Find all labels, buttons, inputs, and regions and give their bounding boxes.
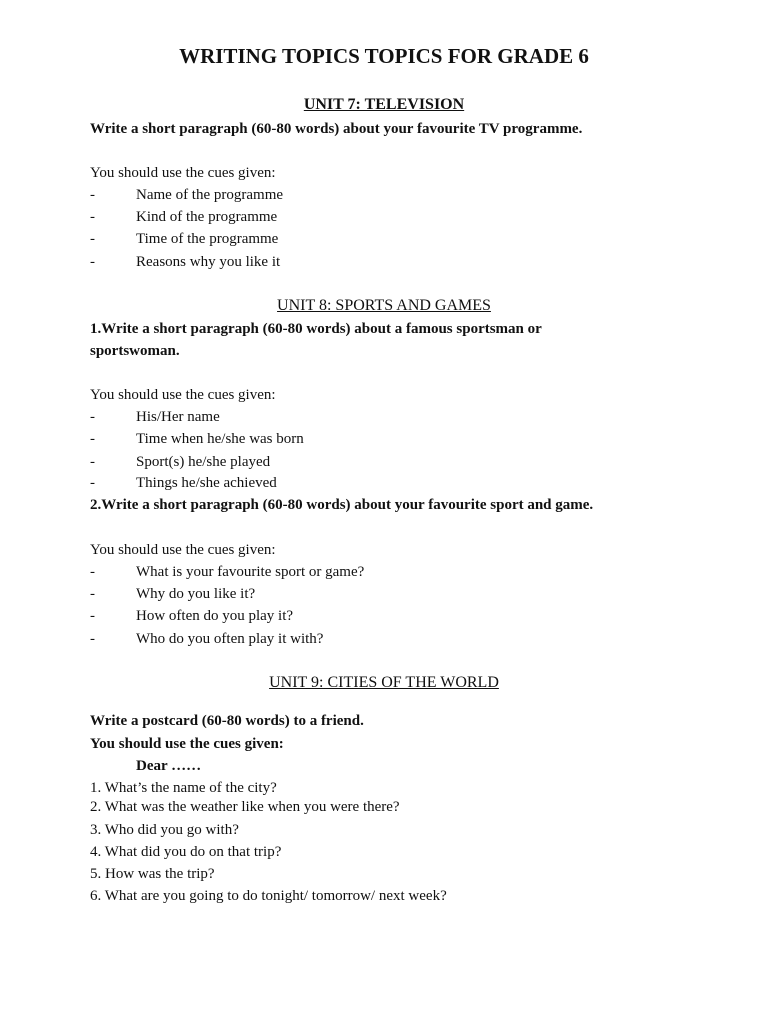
unit-8-cue: What is your favourite sport or game? [136, 564, 365, 580]
unit-7-cue: Time of the programme [136, 231, 279, 247]
unit-9-question: 6. What are you going to do tonight/ tomorrow/ next week? [90, 888, 447, 904]
unit-7-cue: Reasons why you like it [136, 254, 281, 270]
unit-9-question: 5. How was the trip? [90, 866, 215, 882]
unit-9-question: 4. What did you do on that trip? [90, 844, 282, 860]
unit-8-cue: Things he/she achieved [136, 475, 277, 491]
unit-7-cues-intro: You should use the cues given: [90, 165, 276, 181]
unit-8-cue: Who do you often play it with? [136, 631, 324, 647]
unit-7-cue: Name of the programme [136, 187, 284, 203]
unit-8-task-2: 2.Write a short paragraph (60-80 words) about your favourite sport and game. [90, 497, 594, 513]
cue-bullet: - [90, 631, 95, 647]
unit-7-heading: UNIT 7: TELEVISION [303, 96, 465, 113]
unit-9-question: 1. What’s the name of the city? [90, 780, 277, 796]
unit-7-task: Write a short paragraph (60-80 words) about your favourite TV programme. [90, 121, 583, 137]
cue-bullet: - [90, 431, 95, 447]
postcard-greeting: Dear …… [136, 758, 202, 774]
unit-9-question: 3. Who did you go with? [90, 822, 239, 838]
unit-9-task: Write a postcard (60-80 words) to a friend. [90, 713, 364, 729]
cue-bullet: - [90, 586, 95, 602]
unit-8-cue: Why do you like it? [136, 586, 256, 602]
cue-bullet: - [90, 209, 95, 225]
unit-8-task-1: 1.Write a short paragraph (60-80 words) about a famous sportsman or [90, 321, 542, 337]
unit-9-question: 2. What was the weather like when you were there? [90, 799, 400, 815]
cue-bullet: - [90, 231, 95, 247]
unit-8-task-1-continued: sportswoman. [90, 343, 180, 359]
unit-8-cue: Sport(s) he/she played [136, 454, 271, 470]
unit-8-heading: UNIT 8: SPORTS AND GAMES [277, 297, 491, 314]
unit-7-cue: Kind of the programme [136, 209, 278, 225]
cue-bullet: - [90, 608, 95, 624]
cue-bullet: - [90, 187, 95, 203]
cue-bullet: - [90, 254, 95, 270]
unit-9-heading: UNIT 9: CITIES OF THE WORLD [269, 674, 499, 691]
cue-bullet: - [90, 475, 95, 491]
unit-9-cues-intro: You should use the cues given: [90, 736, 284, 752]
unit-8-cues-intro-2: You should use the cues given: [90, 542, 276, 558]
unit-8-cue: Time when he/she was born [136, 431, 304, 447]
unit-8-cue: How often do you play it? [136, 608, 294, 624]
unit-8-cue: His/Her name [136, 409, 220, 425]
unit-8-cues-intro-1: You should use the cues given: [90, 387, 276, 403]
cue-bullet: - [90, 409, 95, 425]
cue-bullet: - [90, 564, 95, 580]
cue-bullet: - [90, 454, 95, 470]
page-title: WRITING TOPICS TOPICS FOR GRADE 6 [179, 44, 589, 68]
